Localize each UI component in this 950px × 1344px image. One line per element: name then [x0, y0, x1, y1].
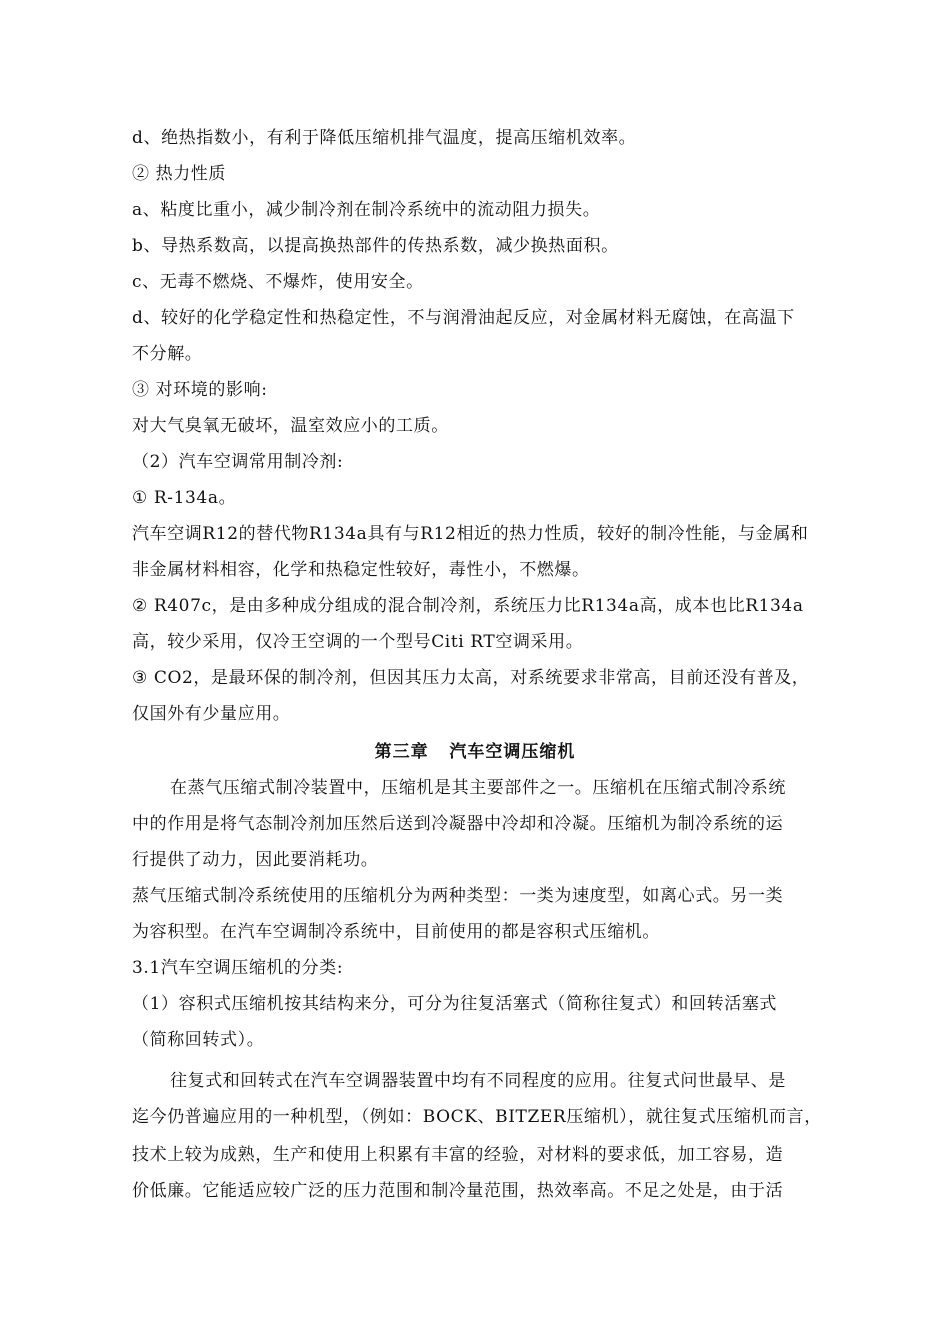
- text-line: 往复式和回转式在汽车空调器装置中均有不同程度的应用。往复式问世最早、是: [170, 1071, 786, 1091]
- text-line: 蒸气压缩式制冷系统使用的压缩机分为两种类型：一类为速度型，如离心式。另一类: [132, 886, 784, 906]
- text-line: a、粘度比重小，减少制冷剂在制冷系统中的流动阻力损失。: [132, 200, 601, 220]
- chapter-heading: 第三章 汽车空调压缩机: [374, 742, 576, 762]
- text-line: （1）容积式压缩机按其结构来分，可分为往复活塞式（简称往复式）和回转活塞式: [132, 994, 778, 1014]
- section-heading: 3.1汽车空调压缩机的分类:: [132, 958, 344, 978]
- text-line: ① R-134a。: [132, 488, 237, 508]
- text-line: 不分解。: [132, 344, 203, 364]
- text-line: 迄今仍普遍应用的一种机型，（例如：BOCK、BITZER压缩机），就往复式压缩机而言，: [132, 1107, 822, 1127]
- text-line: ③ 对环境的影响:: [132, 380, 268, 400]
- text-line: 中的作用是将气态制冷剂加压然后送到冷凝器中冷却和冷凝。压缩机为制冷系统的运: [132, 814, 784, 834]
- text-line: 汽车空调R12的替代物R134a具有与R12相近的热力性质，较好的制冷性能，与金属和: [132, 524, 809, 544]
- text-line: 为容积型。在汽车空调制冷系统中，目前使用的都是容积式压缩机。: [132, 922, 660, 942]
- text-line: 行提供了动力，因此要消耗功。: [132, 850, 379, 870]
- text-line: 高，较少采用，仅冷王空调的一个型号Citi RT空调采用。: [132, 632, 584, 652]
- text-line: 技术上较为成熟，生产和使用上积累有丰富的经验，对材料的要求低，加工容易，造: [132, 1145, 784, 1165]
- text-line: 在蒸气压缩式制冷装置中，压缩机是其主要部件之一。压缩机在压缩式制冷系统: [170, 778, 786, 798]
- text-line: 价低廉。它能适应较广泛的压力范围和制冷量范围，热效率高。不足之处是，由于活: [132, 1181, 784, 1201]
- text-line: ③ CO2，是最环保的制冷剂，但因其压力太高，对系统要求非常高，目前还没有普及，: [132, 668, 810, 688]
- text-line: ② R407c，是由多种成分组成的混合制冷剂，系统压力比R134a高，成本也比R134a: [132, 596, 804, 616]
- text-line: b、导热系数高，以提高换热部件的传热系数，减少换热面积。: [132, 236, 619, 256]
- text-line: （2）汽车空调常用制冷剂:: [132, 452, 344, 472]
- text-line: 对大气臭氧无破坏，温室效应小的工质。: [132, 416, 449, 436]
- text-line: d、绝热指数小，有利于降低压缩机排气温度，提高压缩机效率。: [132, 128, 637, 148]
- text-line: c、无毒不燃烧、不爆炸，使用安全。: [132, 272, 424, 292]
- text-line: d、较好的化学稳定性和热稳定性，不与润滑油起反应，对金属材料无腐蚀，在高温下: [132, 308, 795, 328]
- text-line: 非金属材料相容，化学和热稳定性较好，毒性小，不燃爆。: [132, 560, 590, 580]
- text-line: 仅国外有少量应用。: [132, 704, 291, 724]
- text-line: （简称回转式）。: [132, 1030, 265, 1050]
- text-line: ② 热力性质: [132, 164, 227, 184]
